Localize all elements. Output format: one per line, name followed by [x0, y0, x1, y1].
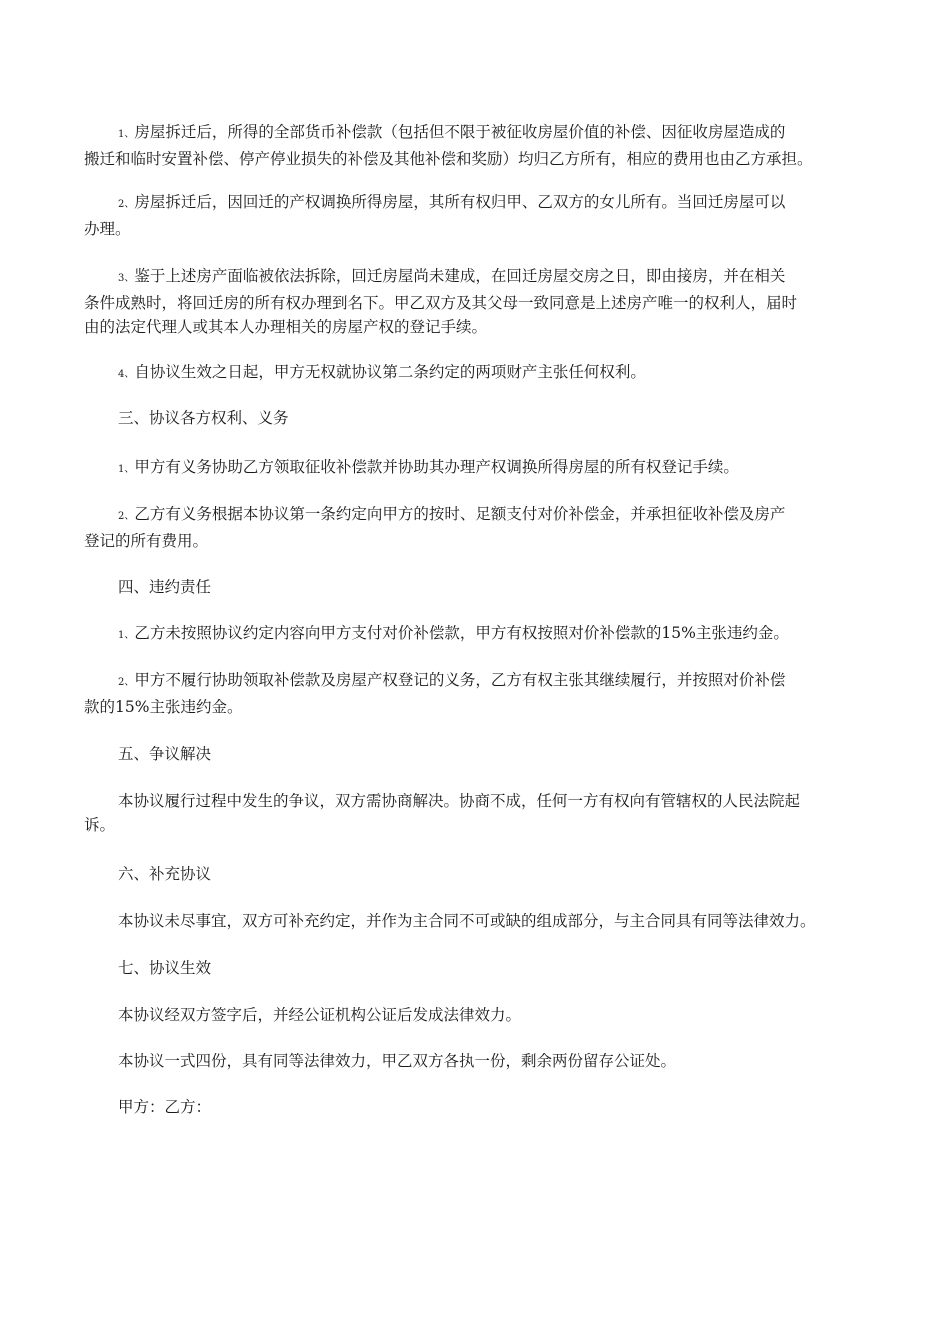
numbered-paragraph: [84, 120, 884, 171]
paragraph: [84, 956, 884, 980]
numbered-paragraph: [84, 190, 884, 241]
paragraph-number: 1、: [118, 129, 135, 140]
paragraph-number: 3、: [118, 273, 135, 284]
paragraph: [84, 789, 884, 837]
paragraph-line: [84, 190, 884, 217]
paragraph: [84, 1095, 884, 1119]
numbered-paragraph: [84, 502, 884, 553]
paragraph-text: 条件成熟时，将回迁房的所有权办理到名下。甲乙双方及其父母一致同意是上述房产唯一的权利人，届时: [84, 294, 798, 312]
paragraph-text: 搬迁和临时安置补偿、停产停业损失的补偿及其他补偿和奖励）均归乙方所有，相应的费用也由乙方承担。: [84, 150, 813, 168]
paragraph-line: [84, 789, 884, 813]
paragraph-text: 鉴于上述房产面临被依法拆除，回迁房屋尚未建成，在回迁房屋交房之日，即由接房，并在相关: [134, 267, 786, 285]
numbered-paragraph: [84, 455, 884, 482]
paragraph-line: [84, 909, 884, 933]
paragraph-text: 五、争议解决: [118, 745, 212, 763]
paragraph: [84, 575, 884, 599]
paragraph-text: 款的15%主张违约金。: [84, 698, 243, 716]
paragraph-line: [84, 1049, 884, 1073]
paragraph-text: 甲方不履行协助领取补偿款及房屋产权登记的义务，乙方有权主张其继续履行，并按照对价补偿: [134, 671, 786, 689]
paragraph-text: 六、补充协议: [118, 865, 212, 883]
paragraph-line: [84, 575, 884, 599]
paragraph: [84, 1003, 884, 1027]
paragraph-number: 4、: [118, 369, 135, 380]
paragraph-line: [84, 862, 884, 886]
paragraph-text: 本协议履行过程中发生的争议，双方需协商解决。协商不成，任何一方有权向有管辖权的人民法院起: [118, 792, 801, 810]
paragraph-line: [84, 315, 884, 339]
paragraph-text: 乙方未按照协议约定内容向甲方支付对价补偿款，甲方有权按照对价补偿款的15%主张违约金。: [134, 624, 789, 642]
paragraph-line: [84, 695, 884, 719]
paragraph: [84, 742, 884, 766]
paragraph-line: [84, 502, 884, 529]
paragraph-text: 四、违约责任: [118, 578, 212, 596]
paragraph-line: [84, 529, 884, 553]
paragraph-text: 本协议经双方签字后，并经公证机构公证后发成法律效力。: [118, 1006, 522, 1024]
paragraph-text: 办理。: [84, 220, 131, 238]
paragraph: [84, 406, 884, 430]
paragraph-text: 乙方有义务根据本协议第一条约定向甲方的按时、足额支付对价补偿金，并承担征收补偿及房产: [134, 505, 786, 523]
paragraph-text: 登记的所有费用。: [84, 532, 209, 550]
paragraph-text: 诉。: [84, 816, 116, 834]
paragraph-text: 甲方：乙方：: [118, 1098, 212, 1116]
paragraph-text: 由的法定代理人或其本人办理相关的房屋产权的登记手续。: [84, 318, 488, 336]
paragraph-text: 甲方有义务协助乙方领取征收补偿款并协助其办理产权调换所得房屋的所有权登记手续。: [134, 458, 739, 476]
paragraph-line: [84, 217, 884, 241]
paragraph: [84, 909, 884, 933]
paragraph-text: 本协议未尽事宜，双方可补充约定，并作为主合同不可或缺的组成部分，与主合同具有同等法律效力。: [118, 912, 816, 930]
paragraph-line: [84, 291, 884, 315]
numbered-paragraph: [84, 621, 884, 648]
paragraph-line: [84, 1095, 884, 1119]
paragraph: [84, 862, 884, 886]
paragraph-text: 房屋拆迁后，因回迁的产权调换所得房屋，其所有权归甲、乙双方的女儿所有。当回迁房屋可以: [134, 193, 786, 211]
paragraph-line: [84, 120, 884, 147]
paragraph-line: [84, 147, 884, 171]
paragraph-text: 自协议生效之日起，甲方无权就协议第二条约定的两项财产主张任何权利。: [134, 363, 646, 381]
paragraph-line: [84, 264, 884, 291]
paragraph-text: 本协议一式四份，具有同等法律效力，甲乙双方各执一份，剩余两份留存公证处。: [118, 1052, 677, 1070]
paragraph-line: [84, 956, 884, 980]
paragraph-line: [84, 742, 884, 766]
numbered-paragraph: [84, 668, 884, 719]
paragraph-line: [84, 621, 884, 648]
paragraph-number: 2、: [118, 677, 135, 688]
paragraph-line: [84, 813, 884, 837]
paragraph-number: 1、: [118, 630, 135, 641]
paragraph-line: [84, 455, 884, 482]
paragraph: [84, 1049, 884, 1073]
numbered-paragraph: [84, 360, 884, 387]
paragraph-number: 2、: [118, 511, 135, 522]
paragraph-line: [84, 360, 884, 387]
numbered-paragraph: [84, 264, 884, 339]
paragraph-text: 三、协议各方权利、义务: [118, 409, 289, 427]
paragraph-text: 七、协议生效: [118, 959, 212, 977]
paragraph-number: 1、: [118, 464, 135, 475]
paragraph-line: [84, 1003, 884, 1027]
paragraph-number: 2、: [118, 199, 135, 210]
paragraph-text: 房屋拆迁后，所得的全部货币补偿款（包括但不限于被征收房屋价值的补偿、因征收房屋造成的: [134, 123, 786, 141]
paragraph-line: [84, 406, 884, 430]
paragraph-line: [84, 668, 884, 695]
